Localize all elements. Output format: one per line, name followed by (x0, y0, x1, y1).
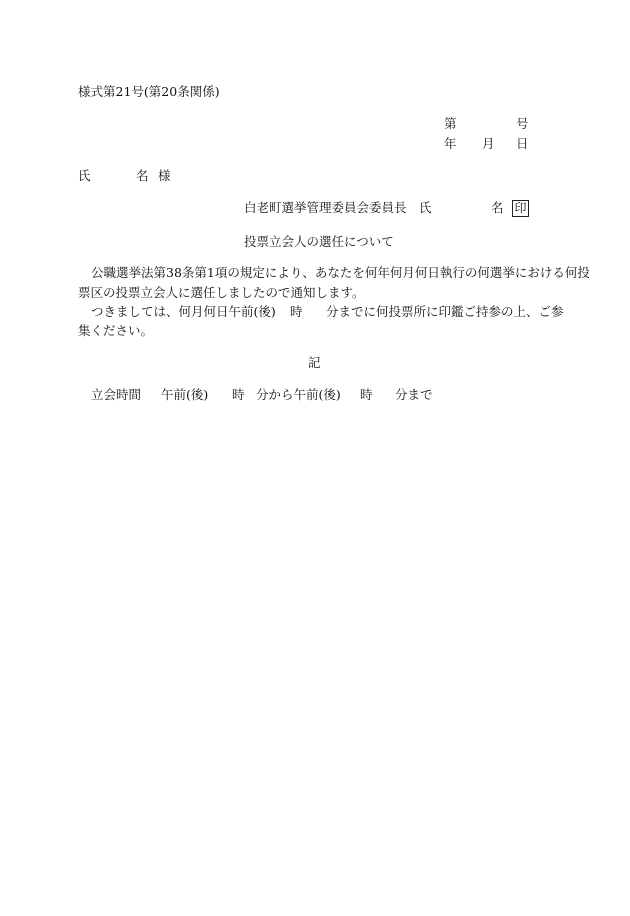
detail-label: 立会時間 (91, 387, 142, 402)
body-line-3a: つきましては、何月何日午前(後) (91, 304, 276, 319)
ki-heading: 記 (308, 355, 321, 370)
doc-number-go: 号 (516, 116, 529, 131)
form-number: 様式第21号(第20条関係) (78, 84, 220, 99)
addressee-shi: 氏 (78, 168, 91, 183)
body-line-2: 票区の投票立会人に選任しましたので通知します。 (78, 285, 365, 300)
detail-until: 分まで (395, 387, 433, 402)
sender-mei: 名 (491, 200, 504, 215)
detail-ji-1: 時 (232, 387, 245, 402)
addressee-mei: 名 (136, 168, 149, 183)
subject-title: 投票立会人の選任について (244, 234, 394, 249)
detail-am-1: 午前(後) (161, 387, 209, 402)
body-line-4: 集ください。 (78, 323, 154, 338)
addressee-sama: 様 (158, 168, 171, 183)
body-line-3c: 分までに何投票所に印鑑ご持参の上、ご参 (326, 304, 564, 319)
sender-title: 白老町選挙管理委員会委員長 氏 (244, 200, 432, 215)
body-line-1: 公職選挙法第38条第1項の規定により、あなたを何年何月何日執行の何選挙における何投 (91, 265, 590, 280)
detail-ji-2: 時 (360, 387, 373, 402)
doc-number-dai: 第 (444, 116, 457, 131)
seal-mark: 印 (512, 200, 529, 217)
date-month: 月 (482, 136, 495, 151)
date-day: 日 (516, 136, 529, 151)
date-year: 年 (444, 136, 457, 151)
detail-from: 分から午前(後) (256, 387, 341, 402)
body-line-3b: 時 (290, 304, 303, 319)
